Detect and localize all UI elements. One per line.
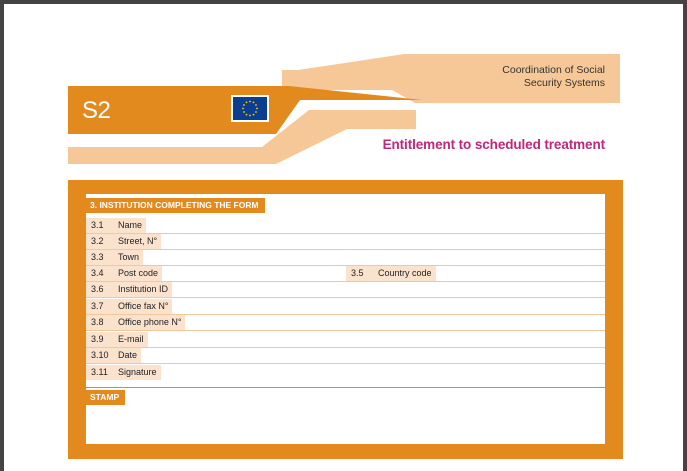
- stamp-label: STAMP: [86, 390, 125, 405]
- field-row-street[interactable]: [86, 234, 605, 250]
- stamp-divider: [86, 387, 605, 388]
- field-number: 3.6: [91, 284, 104, 294]
- field-label: [86, 282, 172, 297]
- field-label: [86, 365, 161, 380]
- field-text: E-mail: [118, 334, 144, 344]
- field-text: Institution ID: [118, 284, 169, 294]
- field-row-institution-id[interactable]: [86, 282, 605, 298]
- field-row-signature[interactable]: [86, 365, 605, 380]
- field-text: Date: [118, 350, 138, 360]
- section-frame: [68, 180, 623, 459]
- field-number: 3.10: [91, 350, 109, 360]
- field-text: Country code: [378, 268, 432, 278]
- field-number: 3.5: [351, 268, 364, 278]
- field-text: Signature: [118, 367, 157, 377]
- field-row-name[interactable]: [86, 218, 605, 234]
- issuer-line-2: Security Systems: [523, 77, 605, 89]
- field-text: Name: [118, 220, 143, 230]
- field-number: 3.2: [91, 236, 104, 246]
- field-number: 3.9: [91, 334, 104, 344]
- field-number: 3.11: [91, 367, 108, 377]
- document-title: Entitlement to scheduled treatment: [382, 137, 605, 152]
- field-row-date[interactable]: [86, 348, 605, 364]
- field-label: [86, 266, 162, 281]
- field-number: 3.1: [91, 220, 104, 230]
- field-text: Street, N°: [118, 236, 158, 246]
- form-page: [4, 4, 683, 471]
- field-row-email[interactable]: [86, 332, 605, 348]
- field-row-office-phone[interactable]: [86, 315, 605, 331]
- field-number: 3.7: [91, 301, 104, 311]
- issuer-line-1: Coordination of Social: [502, 64, 605, 76]
- eu-flag-icon: [231, 95, 269, 122]
- issuer-name: [502, 64, 605, 90]
- field-text: Office fax N°: [118, 301, 169, 311]
- field-text: Post code: [118, 268, 159, 278]
- field-number: 3.4: [91, 268, 104, 278]
- section-title: 3. INSTITUTION COMPLETING THE FORM: [86, 198, 265, 213]
- field-label: [86, 218, 146, 233]
- field-row-office-fax[interactable]: [86, 299, 605, 315]
- field-number: 3.3: [91, 252, 104, 262]
- field-label: [86, 332, 148, 347]
- field-number: 3.8: [91, 317, 104, 327]
- field-label: [86, 315, 185, 330]
- field-text: Town: [118, 252, 140, 262]
- section-body: [86, 194, 605, 444]
- field-label: [86, 234, 161, 249]
- field-row-post-code[interactable]: [86, 266, 605, 282]
- field-label-country-code[interactable]: [346, 266, 436, 281]
- field-text: Office phone N°: [118, 317, 182, 327]
- field-row-town[interactable]: [86, 250, 605, 266]
- header-ribbon-graphic: [4, 4, 683, 180]
- field-label: [86, 299, 172, 314]
- field-label: [86, 348, 141, 363]
- form-code: S2: [82, 97, 111, 124]
- field-label: [86, 250, 143, 265]
